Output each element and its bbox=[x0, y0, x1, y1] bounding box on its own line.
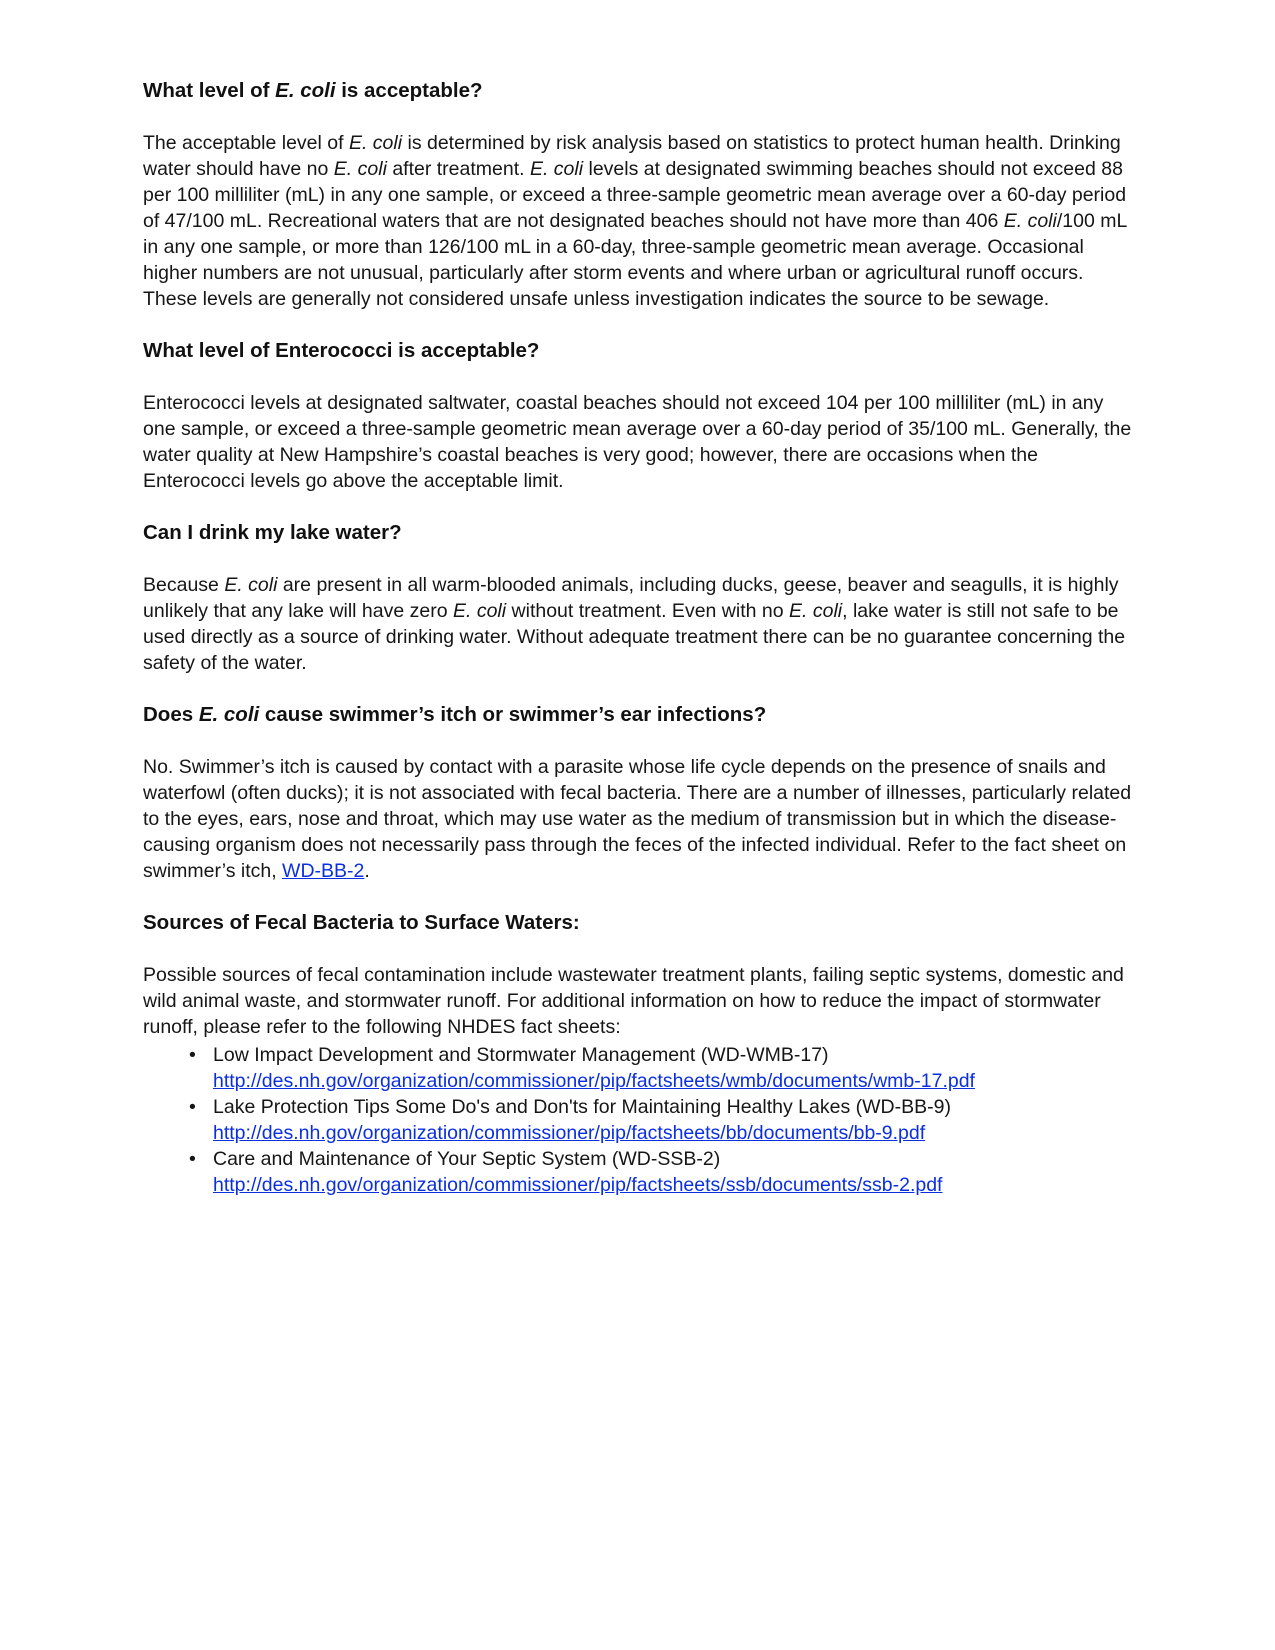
text-run: levels at designated swimming beaches should not exceed 88 per 100 milliliter (mL) in any one sample, or exceed a three-sample geometric mean average over a 60-day period of 47/100 mL. Recreational waters that are not designated beaches should not have more than 406 bbox=[143, 158, 1127, 232]
text-run: is determined by risk analysis based on statistics to protect human health. Drinking water should have no bbox=[143, 132, 1121, 180]
section-heading-enterococci-acceptable bbox=[143, 338, 1139, 364]
paragraph-sources-fecal-bacteria bbox=[143, 962, 1139, 1040]
list-item-bb-9 bbox=[185, 1094, 1139, 1146]
paragraph-enterococci-acceptable bbox=[143, 390, 1139, 494]
italic-run: E. coli bbox=[348, 132, 403, 154]
text-run: is acceptable? bbox=[335, 79, 483, 102]
italic-run: E. coli bbox=[529, 158, 584, 180]
list-item-ssb-2 bbox=[185, 1146, 1139, 1198]
text-run: What level of bbox=[143, 79, 276, 102]
text-run: Possible sources of fecal contamination include wastewater treatment plants, failing septic systems, domestic and wild animal waste, and stormwater runoff. For additional information on how to reduce the impact of stormwater runoff, please refer to the following NHDES fact sheets: bbox=[143, 964, 1124, 1038]
section-ecoli-acceptable bbox=[143, 78, 1139, 312]
factsheet-url-link-wmb-17[interactable]: http://des.nh.gov/organization/commissioner/pip/factsheets/wmb/documents/wmb-17.pdf bbox=[213, 1070, 975, 1092]
list-item-wmb-17 bbox=[185, 1042, 1139, 1094]
section-sources-fecal-bacteria bbox=[143, 910, 1139, 1198]
section-heading-ecoli-acceptable bbox=[143, 78, 1139, 104]
section-enterococci-acceptable bbox=[143, 338, 1139, 494]
factsheet-label: Care and Maintenance of Your Septic System (WD-SSB-2) bbox=[213, 1148, 721, 1170]
section-swimmers-itch bbox=[143, 702, 1139, 884]
text-run: /100 mL in any one sample, or more than 126/100 mL in a 60-day, three-sample geometric mean average. Occasional higher numbers are not unusual, particularly after storm events and where urban or agricultural runoff occurs. These levels are generally not considered unsafe unless investigation indicates the source to be sewage. bbox=[143, 210, 1127, 310]
italic-run: E. coli bbox=[198, 703, 260, 726]
paragraph-ecoli-acceptable bbox=[143, 130, 1139, 312]
text-run: No. Swimmer’s itch is caused by contact with a parasite whose life cycle depends on the presence of snails and waterfowl (often ducks); it is not associated with fecal bacteria. There are a number of illnesses, particularly related to the eyes, ears, nose and throat, which may use water as the medium of transmission but in which the disease-causing organism does not necessarily pass through the feces of the infected individual. Refer to the fact sheet on swimmer’s itch, bbox=[143, 756, 1132, 882]
paragraph-drink-lake-water bbox=[143, 572, 1139, 676]
text-run: Sources of Fecal Bacteria to Surface Waters: bbox=[143, 911, 580, 934]
text-run: Can I drink my lake water? bbox=[143, 521, 402, 544]
factsheet-url-link-ssb-2[interactable]: http://des.nh.gov/organization/commissioner/pip/factsheets/ssb/documents/ssb-2.pdf bbox=[213, 1174, 943, 1196]
text-run: The acceptable level of bbox=[143, 132, 349, 154]
factsheet-url-link-bb-9[interactable]: http://des.nh.gov/organization/commissioner/pip/factsheets/bb/documents/bb-9.pdf bbox=[213, 1122, 926, 1144]
text-run: What level of Enterococci is acceptable? bbox=[143, 339, 540, 362]
text-run: , lake water is still not safe to be used directly as a source of drinking water. Without adequate treatment there can be no guarantee concerning the safety of the water. bbox=[143, 600, 1126, 674]
italic-run: E. coli bbox=[333, 158, 387, 180]
text-run: after treatment. bbox=[386, 158, 530, 180]
text-run: Because bbox=[143, 574, 225, 596]
italic-run: E. coli bbox=[789, 600, 843, 622]
section-drink-lake-water bbox=[143, 520, 1139, 676]
section-heading-drink-lake-water bbox=[143, 520, 1139, 546]
italic-run: E. coli bbox=[1003, 210, 1057, 232]
italic-run: E. coli bbox=[275, 79, 336, 102]
text-run: Does bbox=[143, 703, 199, 726]
text-run: . bbox=[364, 860, 370, 882]
text-run: Enterococci levels at designated saltwater, coastal beaches should not exceed 104 per 100 milliliter (mL) in any one sample, or exceed a three-sample geometric mean average over a 60-day period of 35/100 mL. Generally, the water quality at New Hampshire’s coastal beaches is very good; however, there are occasions when the Enterococci levels go above the acceptable limit. bbox=[143, 392, 1132, 492]
section-heading-sources-fecal-bacteria bbox=[143, 910, 1139, 936]
italic-run: E. coli bbox=[224, 574, 278, 596]
text-run: without treatment. Even with no bbox=[506, 600, 790, 622]
factsheet-label: Lake Protection Tips Some Do's and Don'ts for Maintaining Healthy Lakes (WD-BB-9) bbox=[213, 1096, 951, 1118]
section-heading-swimmers-itch bbox=[143, 702, 1139, 728]
factsheet-label: Low Impact Development and Stormwater Management (WD-WMB-17) bbox=[213, 1044, 829, 1066]
italic-run: E. coli bbox=[453, 600, 507, 622]
wd-bb-2-link[interactable]: WD-BB-2 bbox=[282, 860, 365, 882]
factsheet-list bbox=[143, 1042, 1139, 1198]
text-run: cause swimmer’s itch or swimmer’s ear infections? bbox=[259, 703, 767, 726]
text-run: are present in all warm-blooded animals, including ducks, geese, beaver and seagulls, it is highly unlikely that any lake will have zero bbox=[143, 574, 1119, 622]
paragraph-swimmers-itch bbox=[143, 754, 1139, 884]
